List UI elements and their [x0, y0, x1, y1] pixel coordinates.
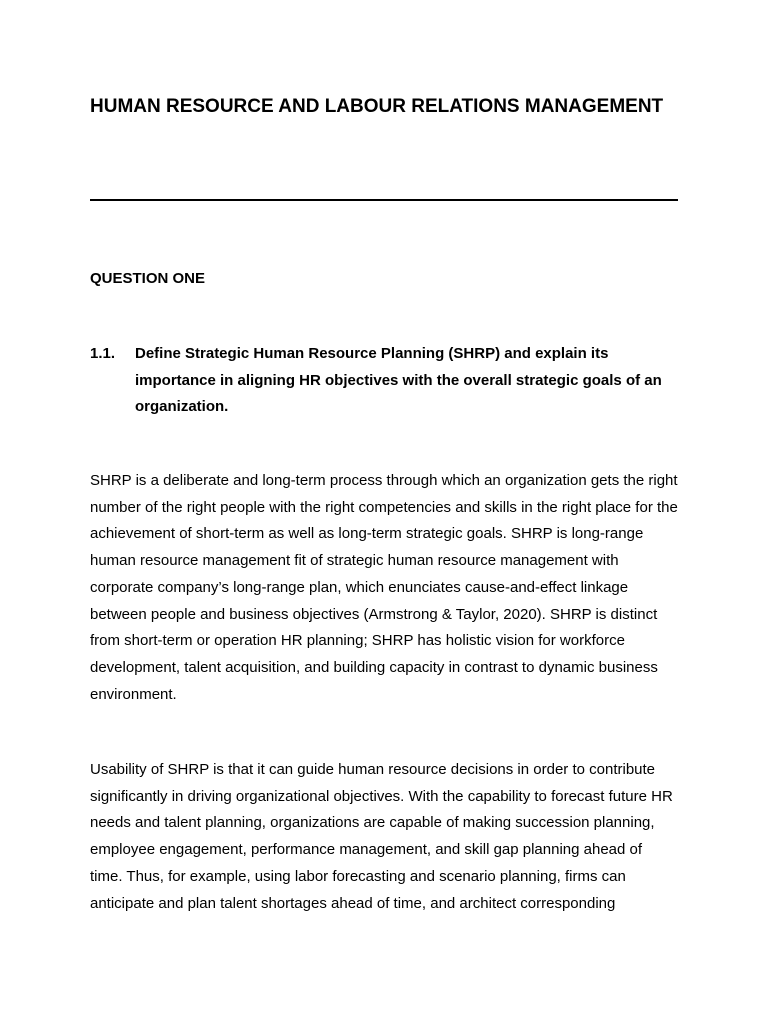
question-heading: QUESTION ONE — [90, 270, 206, 287]
question-text: Define Strategic Human Resource Planning (SHRP) and explain its importance in aligning HR objectives with the overall strategic goals of an organization. — [135, 345, 662, 415]
body-paragraph: Usability of SHRP is that it can guide human resource decisions in order to contribute significantly in driving organizational objectives. With the capability to forecast future HR needs and talent planning, organizations are capable of making succession planning, employee engagement, performance management, and skill gap planning ahead of time. Thus, for example, using labor forecasting and scenario planning, firms can anticipate and plan talent shortages ahead of time, and architect corresponding — [90, 761, 673, 912]
title-divider — [90, 199, 678, 201]
question-item — [90, 341, 678, 421]
body-paragraph: SHRP is a deliberate and long-term process through which an organization gets the right number of the right people with the right competencies and skills in the right place for the achievement of short-term as well as long-term strategic goals. SHRP is long-range human resource management fit of strategic human resource management with corporate company’s long-range plan, which enunciates cause-and-effect linkage between people and business objectives (Armstrong & Taylor, 2020). SHRP is distinct from short-term or operation HR planning; SHRP has holistic vision for workforce development, talent acquisition, and building capacity in contrast to dynamic business environment. — [90, 472, 678, 703]
question-number: 1.1. — [90, 345, 116, 362]
document-title: HUMAN RESOURCE AND LABOUR RELATIONS MANAGEMENT — [90, 96, 664, 117]
